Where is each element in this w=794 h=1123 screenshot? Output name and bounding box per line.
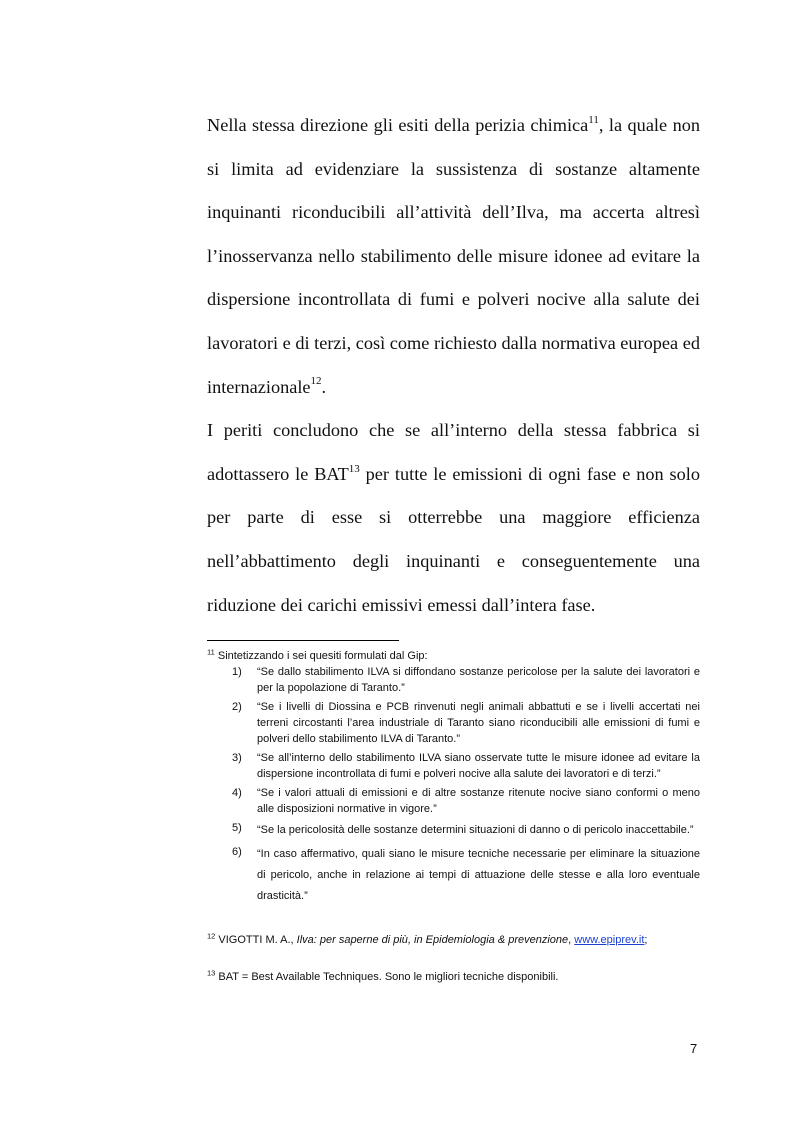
footnote-12	[207, 932, 700, 948]
footnote-marker: 12	[207, 931, 216, 941]
paragraph-text: , la quale non si limita ad evidenziare la sussistenza di sostanze altamente inquinanti riconducibili all’attività dell’Ilva, ma accerta altresì l’inosservanza nello stabilimento delle misure idonee ad evitare la dispersione incontrollata di fumi e polveri nocive alla salute dei lavoratori e di terzi, così come richiesto dalla normativa europea ed internazionale	[207, 115, 700, 397]
list-number: 6)	[232, 846, 242, 858]
list-text: “Se dallo stabilimento ILVA si diffondano sostanze pericolose per la salute dei lavoratori e per la popolazione di Taranto.”	[257, 666, 700, 694]
paragraph-2	[207, 409, 700, 627]
list-number: 3)	[232, 752, 242, 764]
citation-tail: ;	[644, 934, 648, 946]
citation-title: Ilva: per saperne di più	[296, 934, 408, 946]
footnote-separator	[207, 640, 399, 641]
main-text	[207, 104, 700, 627]
footnotes	[207, 648, 700, 985]
paragraph-1	[207, 104, 700, 409]
paragraph-text: .	[321, 376, 327, 397]
footnote-marker: 13	[207, 968, 216, 978]
footnote-intro: Sintetizzando i sei quesiti formulati dal Gip:	[214, 650, 428, 662]
list-item	[207, 664, 700, 696]
footnote-ref-13[interactable]: 13	[348, 462, 360, 475]
list-text: “Se i livelli di Diossina e PCB rinvenuti negli animali abbattuti e se i livelli accertati nei terreni circostanti l’area industriale di Taranto siano riconducibili alle emissioni di fumi e polveri dello stabilimento ILVA di Taranto.”	[257, 701, 700, 745]
footnote-marker: 11	[207, 647, 215, 657]
list-number: 4)	[232, 787, 242, 799]
list-text: “Se la pericolosità delle sostanze determini situazioni di danno o di pericolo inaccettabile.”	[257, 824, 694, 836]
footnote-ref-11[interactable]: 11	[588, 113, 599, 126]
citation-journal: Epidemiologia & prevenzione	[425, 934, 569, 946]
list-text: “Se i valori attuali di emissioni e di altre sostanze ritenute nocive siano conformi o meno alle disposizioni normative in vigore.”	[257, 787, 700, 815]
question-list	[207, 664, 700, 907]
list-text: “Se all’interno dello stabilimento ILVA siano osservate tutte le misure idonee ad evitare la dispersione incontrollata di fumi e polveri nocive alla salute dei lavoratori e di terzi.”	[257, 752, 700, 780]
list-number: 2)	[232, 701, 242, 713]
footnote-ref-12[interactable]: 12	[310, 375, 322, 388]
list-item	[207, 785, 700, 817]
citation-link[interactable]: www.epiprev.it	[574, 934, 645, 946]
paragraph-text: per tutte le emissioni di ogni fase e non solo per parte di esse si otterrebbe una maggiore efficienza nell’abbattimento degli inquinanti e conseguentemente una riduzione dei carichi emissivi emessi dall’intera fase.	[207, 463, 700, 615]
page-number: 7	[690, 1041, 698, 1056]
citation-author: VIGOTTI M. A.,	[215, 934, 297, 946]
paragraph-text: Nella stessa direzione gli esiti della perizia chimica	[207, 115, 589, 135]
list-item	[207, 844, 700, 907]
list-text: “In caso affermativo, quali siano le misure tecniche necessarie per eliminare la situazione di pericolo, anche in relazione ai tempi di attuazione delle stesse e alla loro eventuale drasticità.”	[257, 848, 700, 902]
footnote-11	[207, 648, 700, 664]
footnote-text: BAT = Best Available Techniques. Sono le migliori tecniche disponibili.	[215, 971, 559, 983]
paragraph-text: I periti concludono che se all’interno della stessa fabbrica si adottassero le BAT	[207, 420, 700, 484]
list-number: 5)	[232, 822, 242, 834]
citation-separator: ,	[568, 934, 575, 946]
citation-in: , in	[407, 934, 426, 946]
list-item	[207, 820, 700, 841]
list-item	[207, 750, 700, 782]
list-item	[207, 699, 700, 747]
list-number: 1)	[232, 666, 242, 678]
footnote-13	[207, 969, 700, 985]
